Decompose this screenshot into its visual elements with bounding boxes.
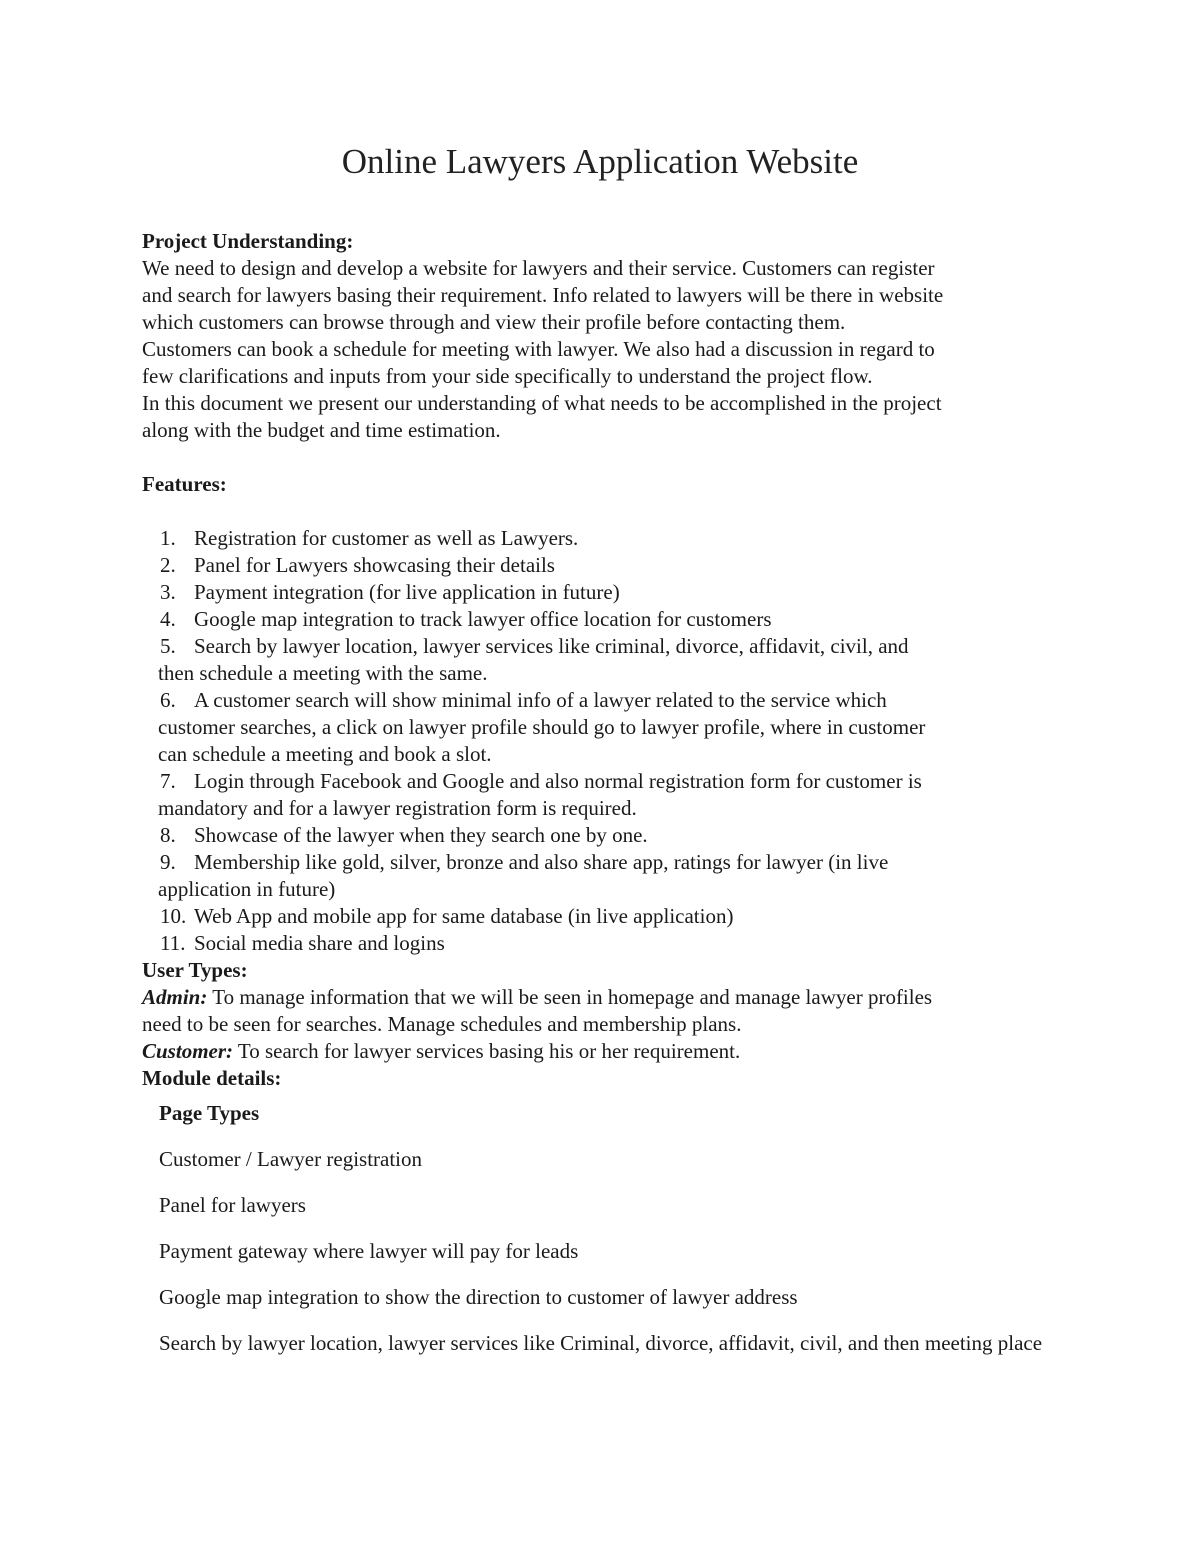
paragraph-line: In this document we present our understanding of what needs to be accomplished in the project bbox=[142, 391, 942, 415]
feature-number: 10. bbox=[160, 904, 187, 928]
feature-text-line: Membership like gold, silver, bronze and also share app, ratings for lawyer (in live bbox=[194, 850, 889, 874]
feature-item bbox=[106, 903, 1182, 930]
page-types-heading: Page Types bbox=[159, 1101, 260, 1125]
feature-text-line: A customer search will show minimal info of a lawyer related to the service which bbox=[194, 688, 887, 712]
feature-text-line: Web App and mobile app for same database (in live application) bbox=[194, 904, 734, 928]
customer-description bbox=[142, 1038, 1182, 1065]
feature-number: 4. bbox=[160, 607, 176, 631]
feature-text-line: then schedule a meeting with the same. bbox=[158, 661, 488, 685]
module-item: Payment gateway where lawyer will pay for leads bbox=[159, 1239, 579, 1263]
module-item: Customer / Lawyer registration bbox=[159, 1147, 423, 1171]
user-types-heading: User Types: bbox=[142, 958, 248, 982]
admin-line: need to be seen for searches. Manage schedules and membership plans. bbox=[142, 1012, 742, 1036]
features-heading: Features: bbox=[142, 472, 227, 496]
feature-item bbox=[106, 822, 1182, 849]
feature-number: 11. bbox=[160, 931, 186, 955]
document-title: Online Lawyers Application Website bbox=[341, 142, 859, 181]
feature-item bbox=[106, 552, 1182, 579]
feature-number: 3. bbox=[160, 580, 176, 604]
feature-item bbox=[106, 525, 1182, 552]
feature-text-line: Payment integration (for live application in future) bbox=[194, 580, 620, 604]
feature-item bbox=[106, 768, 1182, 822]
feature-number: 9. bbox=[160, 850, 176, 874]
feature-text-line: Login through Facebook and Google and also normal registration form for customer is bbox=[194, 769, 922, 793]
feature-item bbox=[106, 687, 1182, 768]
features-list bbox=[142, 525, 1182, 957]
module-details-block bbox=[142, 1100, 1182, 1357]
module-item: Google map integration to show the direction to customer of lawyer address bbox=[159, 1285, 798, 1309]
feature-text-line: customer searches, a click on lawyer profile should go to lawyer profile, where in customer bbox=[158, 715, 926, 739]
feature-text-line: Social media share and logins bbox=[194, 931, 445, 955]
paragraph-line: few clarifications and inputs from your side specifically to understand the project flow. bbox=[142, 364, 873, 388]
module-item: Search by lawyer location, lawyer services like Criminal, divorce, affidavit, civil, and then meeting place bbox=[159, 1331, 1043, 1355]
feature-text-line: Search by lawyer location, lawyer services like criminal, divorce, affidavit, civil, and bbox=[194, 634, 909, 658]
feature-text-line: mandatory and for a lawyer registration form is required. bbox=[158, 796, 637, 820]
admin-text: To manage information that we will be seen in homepage and manage lawyer profiles bbox=[207, 985, 933, 1009]
feature-text-line: application in future) bbox=[158, 877, 336, 901]
customer-label: Customer: bbox=[142, 1039, 234, 1063]
feature-number: 5. bbox=[160, 634, 176, 658]
feature-text-line: Showcase of the lawyer when they search one by one. bbox=[194, 823, 648, 847]
project-understanding-heading: Project Understanding: bbox=[142, 229, 354, 253]
feature-item bbox=[106, 849, 1182, 903]
admin-description bbox=[142, 984, 1182, 1038]
document-body bbox=[142, 228, 1182, 1357]
feature-number: 1. bbox=[160, 526, 176, 550]
customer-text: To search for lawyer services basing his or her requirement. bbox=[233, 1039, 741, 1063]
paragraph-line: which customers can browse through and view their profile before contacting them. bbox=[142, 310, 846, 334]
admin-label: Admin: bbox=[142, 985, 208, 1009]
blank-line bbox=[142, 444, 1182, 471]
feature-text-line: Panel for Lawyers showcasing their details bbox=[194, 553, 555, 577]
blank-line bbox=[142, 498, 1182, 525]
paragraph-line: and search for lawyers basing their requirement. Info related to lawyers will be there in website bbox=[142, 283, 944, 307]
feature-item bbox=[106, 579, 1182, 606]
feature-number: 2. bbox=[160, 553, 176, 577]
paragraph-line: We need to design and develop a website for lawyers and their service. Customers can register bbox=[142, 256, 935, 280]
feature-text-line: Google map integration to track lawyer office location for customers bbox=[194, 607, 772, 631]
feature-item bbox=[106, 633, 1182, 687]
project-understanding-paragraph bbox=[142, 255, 1182, 444]
feature-text-line: Registration for customer as well as Lawyers. bbox=[194, 526, 579, 550]
feature-item bbox=[106, 606, 1182, 633]
module-item: Panel for lawyers bbox=[159, 1193, 306, 1217]
feature-number: 8. bbox=[160, 823, 176, 847]
feature-number: 6. bbox=[160, 688, 176, 712]
module-details-heading: Module details: bbox=[142, 1066, 282, 1090]
paragraph-line: Customers can book a schedule for meeting with lawyer. We also had a discussion in regard to bbox=[142, 337, 935, 361]
customer-line bbox=[142, 1038, 1182, 1065]
paragraph-line: along with the budget and time estimation. bbox=[142, 418, 501, 442]
feature-item bbox=[106, 930, 1182, 957]
admin-line bbox=[142, 984, 1182, 1011]
feature-text-line: can schedule a meeting and book a slot. bbox=[158, 742, 492, 766]
feature-number: 7. bbox=[160, 769, 176, 793]
